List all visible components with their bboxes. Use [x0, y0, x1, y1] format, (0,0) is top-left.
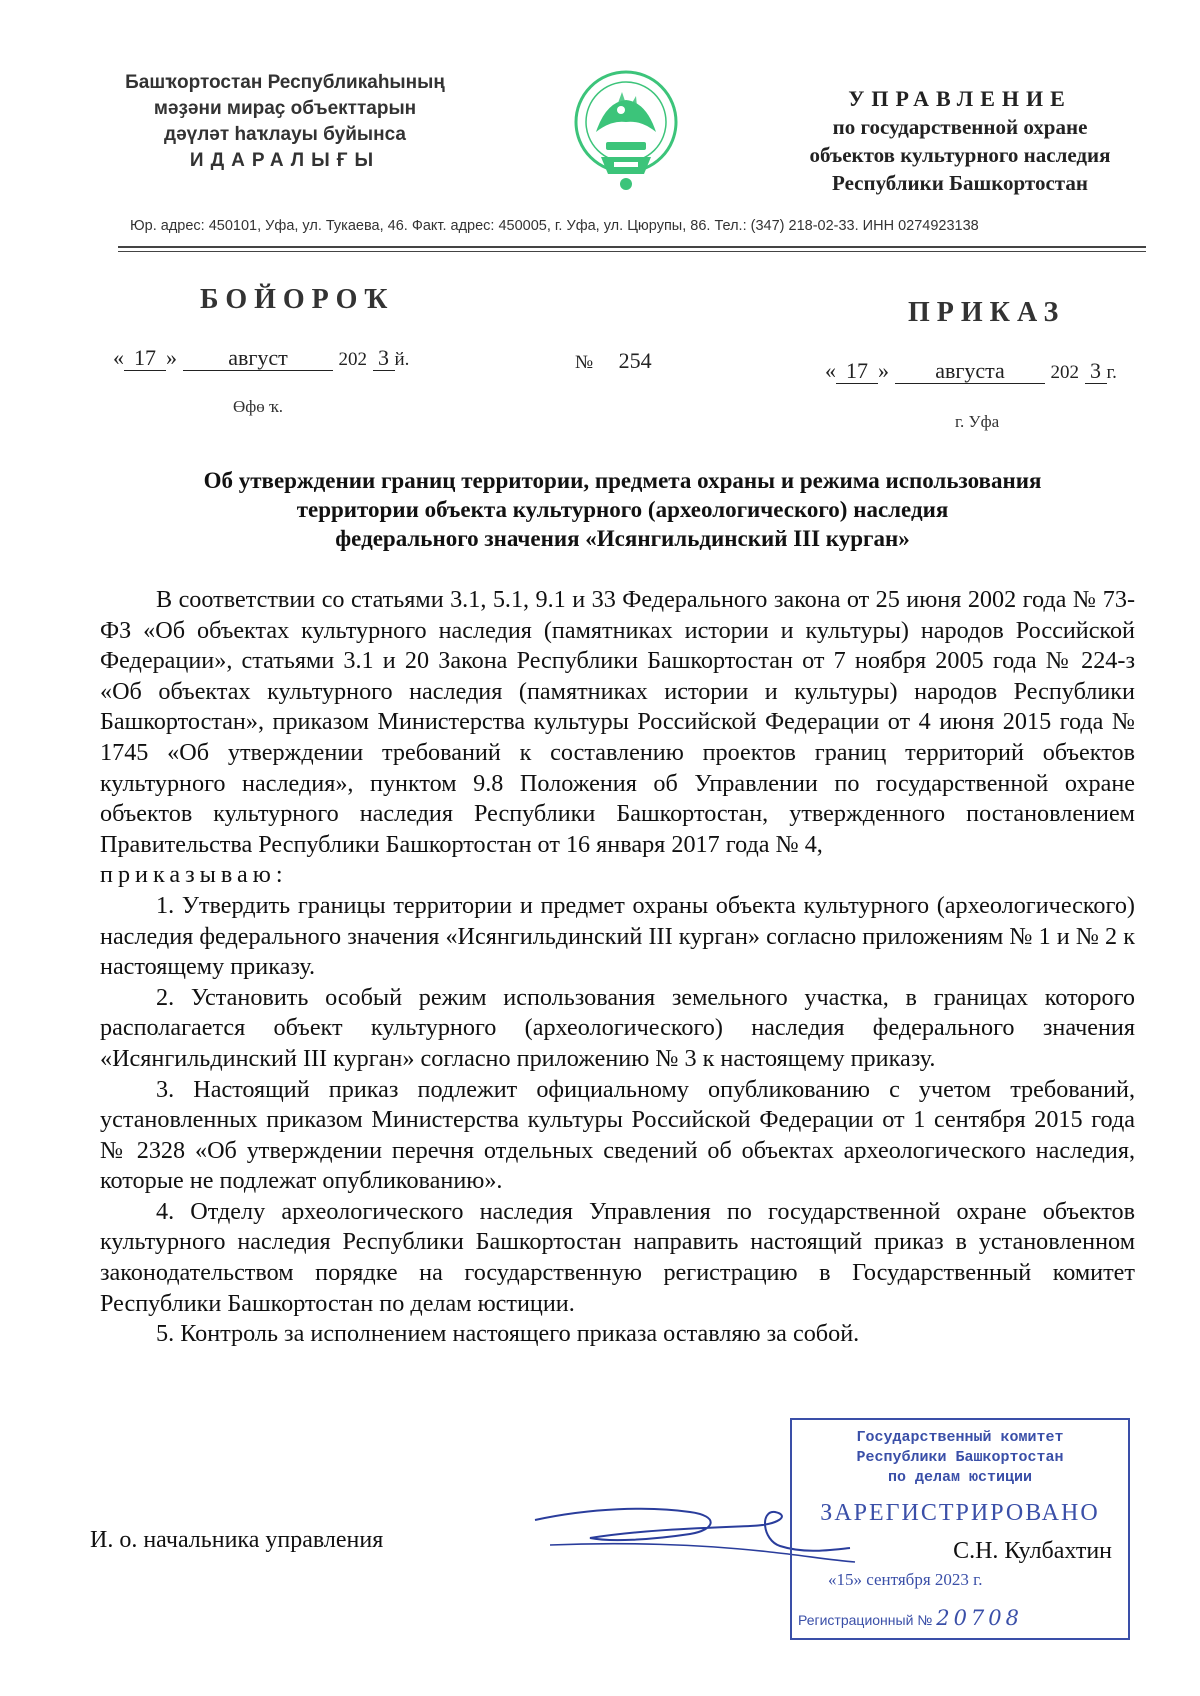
body-item-5: 5. Контроль за исполнением настоящего приказа оставляю за собой. — [156, 1320, 860, 1348]
bashkortostan-emblem-icon — [566, 62, 686, 198]
date-right-year-prefix: 202 — [1050, 362, 1079, 383]
header-right-line-3: Республики Башкортостан — [832, 171, 1088, 195]
quote-close: » — [878, 358, 889, 383]
stamp-date: «15» сентября 2023 г. — [828, 1570, 983, 1589]
registration-stamp — [790, 1418, 1130, 1640]
order-word-bashkir: БОЙОРОҠ — [200, 284, 395, 315]
body-item-4: 4. Отделу археологического наследия Управления по государственной охране объектов культурного наследия Республики Башкортостан направить настоящий приказ в установленном законодательством порядке на государственную регистрацию в Государственный комитет Республики Башкортостан по делам юстиции. — [100, 1197, 1135, 1317]
title-line-2: территории объекта культурного (археологического) наследия — [296, 497, 949, 522]
body-item-3: 3. Настоящий приказ подлежит официальному опубликованию с учетом требований, установленных приказом Министерства культуры Российской Федерации от 1 сентября 2015 года № 2328 «Об утверждении перечня отдельных сведений об объектах археологического наследия, которые не подлежат опубликованию». — [100, 1075, 1135, 1195]
header-left-line-1: Башҡортостан Республикаһының — [125, 72, 445, 93]
header-divider-thin — [118, 251, 1146, 252]
date-left — [113, 345, 409, 371]
number-value: 254 — [618, 348, 652, 373]
header-right-line-2: объектов культурного наследия — [809, 143, 1111, 167]
header-right-line-1: по государственной охране — [832, 115, 1088, 139]
body-order-word: приказываю: — [100, 861, 288, 889]
order-number — [575, 348, 652, 374]
date-left-day: 17 — [124, 346, 166, 371]
date-left-year-suffix: й. — [394, 349, 410, 370]
title-line-3: федерального значения «Исянгильдинский III курган» — [335, 526, 910, 551]
body-intro: В соответствии со статьями 3.1, 5.1, 9.1 и 33 Федерального закона от 25 июня 2002 года № 73-ФЗ «Об объектах культурного наследия (памятниках истории и культуры) народов Российской Федерации», статьями 3.1 и 20 Закона Республики Башкортостан от 7 ноября 2005 года № 224-з «Об объектах культурного наследия (памятниках истории и культуры) народов Республики Башкортостан», приказом Министерства культуры Российской Федерации от 4 июня 2015 года № 1745 «Об утверждении требований к составлению проектов границ территорий объектов культурного наследия», пунктом 9.8 Положения об Управлении по государственной охране объектов культурного наследия Республики Башкортостан, утвержденного постановлением Правительства Республики Башкортостан от 16 января 2017 года № 4, — [100, 586, 1135, 858]
place-bashkir: Өфө ҡ. — [233, 397, 284, 416]
quote-close: » — [166, 345, 177, 370]
stamp-registered: ЗАРЕГИСТРИРОВАНО — [820, 1500, 1100, 1526]
stamp-org-line-2: Республики Башкортостан — [856, 1449, 1064, 1466]
date-right-year-digit: 3 — [1085, 359, 1107, 384]
stamp-org-line-1: Государственный комитет — [856, 1429, 1064, 1446]
stamp-org-line-3: по делам юстиции — [887, 1469, 1033, 1486]
stamp-reg-number: 20708 — [936, 1606, 1024, 1630]
stamp-registration-number — [798, 1606, 1023, 1630]
header-right-title: УПРАВЛЕНИЕ — [848, 86, 1072, 111]
quote-open: « — [113, 345, 124, 370]
header-right-block — [790, 85, 1130, 197]
stamp-org — [792, 1428, 1128, 1488]
stamp-reg-label: Регистрационный № — [798, 1612, 933, 1628]
title-line-1: Об утверждении границ территории, предмета охраны и режима использования — [203, 468, 1042, 493]
date-left-year-digit: 3 — [373, 346, 395, 371]
document-title — [100, 466, 1145, 553]
address-line: Юр. адрес: 450101, Уфа, ул. Тукаева, 46. Факт. адрес: 450005, г. Уфа, ул. Цюрупы, 86. Тел.: (347) 218-02-33. ИНН 0274923138 — [130, 218, 979, 234]
stamp-registrar-name: С.Н. Кулбахтин — [953, 1538, 1112, 1564]
body-item-1: 1. Утвердить границы территории и предмет охраны объекта культурного (археологического) наследия федерального значения «Исянгильдинский III курган» согласно приложениям № 1 и № 2 к настоящему приказу. — [100, 891, 1135, 981]
document-body — [100, 585, 1135, 1350]
date-right — [825, 358, 1117, 384]
quote-open: « — [825, 358, 836, 383]
date-right-day: 17 — [836, 359, 878, 384]
header-left-line-3: дәүләт һаҡлауы буйынса — [164, 124, 406, 145]
date-right-year-suffix: г. — [1106, 362, 1117, 383]
number-label: № — [575, 352, 594, 373]
header-left-line-4: ИДАРАЛЫҒЫ — [189, 150, 381, 171]
order-word-russian: ПРИКАЗ — [908, 297, 1066, 328]
signer-position: И. о. начальника управления — [90, 1527, 384, 1553]
header-divider — [118, 246, 1146, 248]
header-left-line-2: мәҙәни мираҫ объекттарын — [153, 98, 417, 119]
date-left-year-prefix: 202 — [338, 349, 367, 370]
date-right-month: августа — [895, 359, 1045, 384]
place-russian: г. Уфа — [955, 412, 1000, 431]
date-left-month: август — [183, 346, 333, 371]
body-item-2: 2. Установить особый режим использования земельного участка, в границах которого располагается объект культурного (археологического) наследия федерального значения «Исянгильдинский III курган» согласно приложению № 3 к настоящему приказу. — [100, 983, 1135, 1072]
header-left-block — [80, 70, 490, 174]
